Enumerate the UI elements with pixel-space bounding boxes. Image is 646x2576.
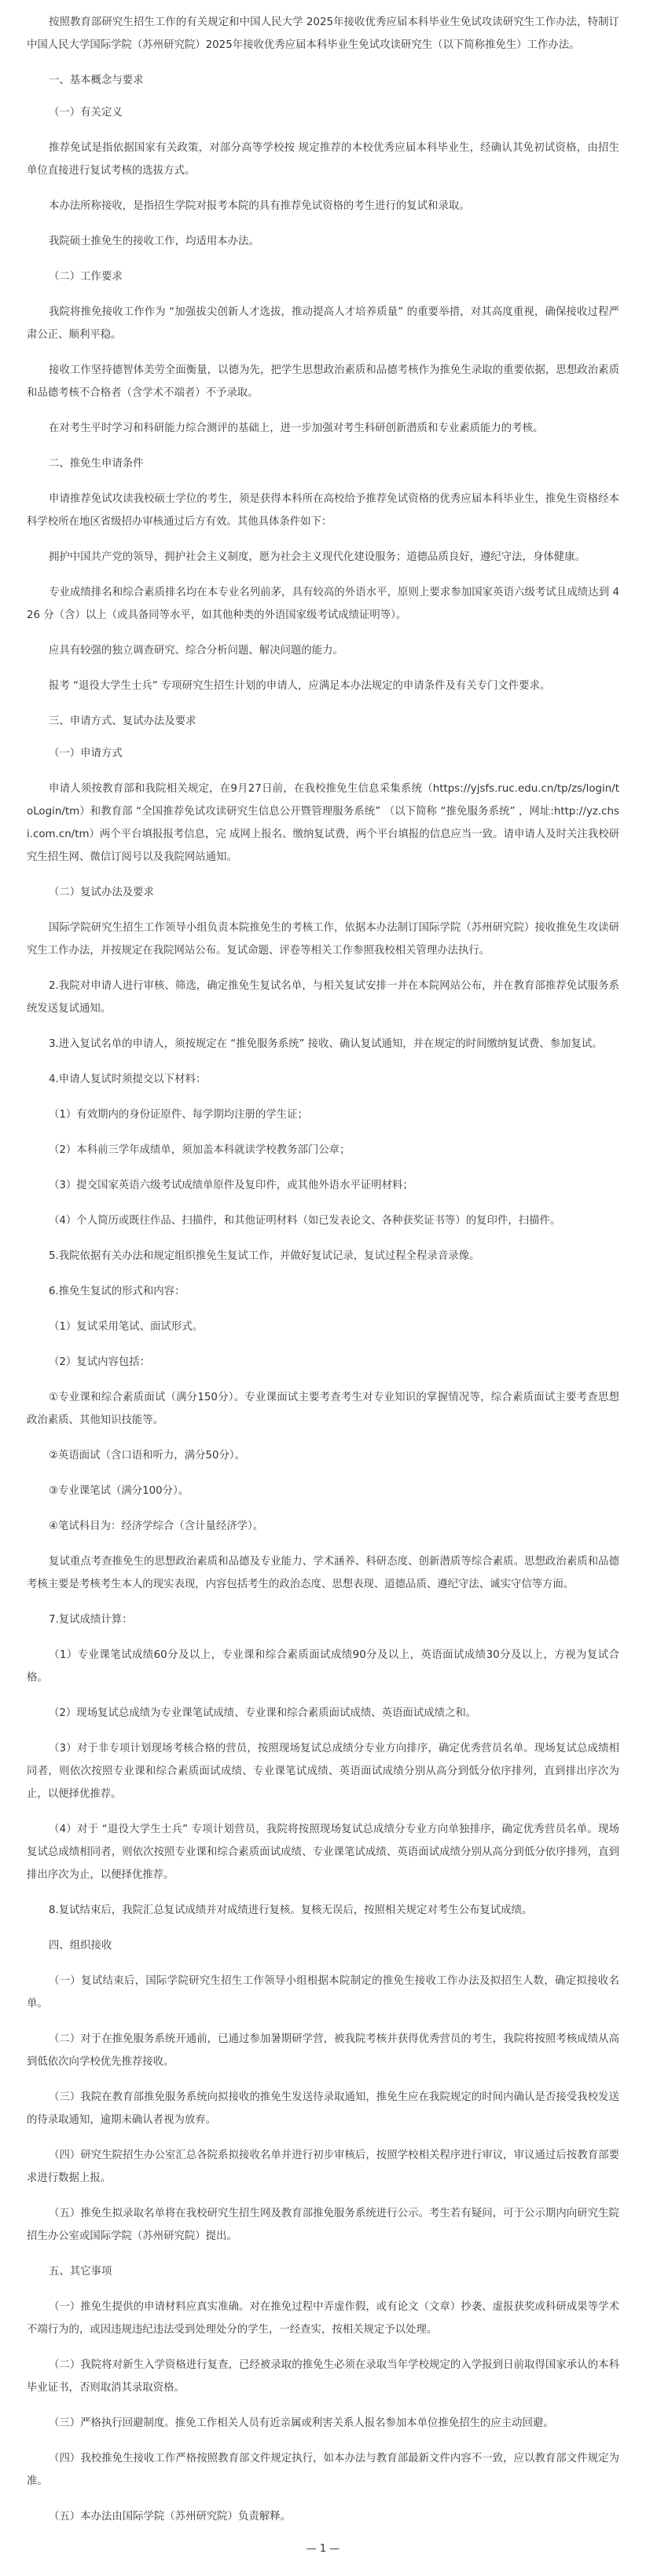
paragraph: 8.复试结束后，我院汇总复试成绩并对成绩进行复核。复核无误后，按照相关规定对考生公布复试成绩。 bbox=[49, 1905, 533, 1916]
paragraph: （4）对于 “退役大学生士兵” 专项计划营员，我院将按照现场复试总成绩分专业方向单独排序，确定优秀营员名单。现场复试总成绩相同者，则依次按照专业课和综合素质面试成绩、专业课笔试成绩、英语面试成绩分别从高分到低分依序排列，直到排出序次为止，以便择优推荐。 bbox=[27, 1824, 619, 1881]
section-heading: 三、申请方式、复试办法及要求 bbox=[49, 715, 196, 727]
paragraph: 在对考生平时学习和科研能力综合测评的基础上，进一步加强对考生科研创新潜质和专业素质能力的考核。 bbox=[49, 423, 544, 434]
paragraph: 4.申请人复试时须提交以下材料： bbox=[49, 1074, 207, 1085]
paragraph: （五）本办法由国际学院（苏州研究院）负责解释。 bbox=[49, 2511, 291, 2523]
paragraph: 拥护中国共产党的领导，拥护社会主义制度，愿为社会主义现代化建设服务；道德品质良好，遵纪守法，身体健康。 bbox=[49, 551, 585, 563]
paragraph: （一）复试结束后，国际学院研究生招生工作领导小组根据本院制定的推免生接收工作办法及拟招生人数，确定拟接收名单。 bbox=[27, 1975, 619, 2010]
paragraph: 复试重点考查推免生的思想政治素质和品德及专业能力、学术涵养、科研态度、创新潜质等综合素质。思想政治素质和品德考核主要是考核考生本人的现实表现，内容包括考生的政治态度、思想表现、道德品质、遵纪守法、诚实守信等方面。 bbox=[27, 1556, 619, 1590]
paragraph: ③专业课笔试（满分100分）。 bbox=[49, 1485, 189, 1497]
paragraph: 应具有较强的独立调查研究、综合分析问题、解决问题的能力。 bbox=[49, 645, 343, 657]
paragraph: 本办法所称接收，是指招生学院对报考本院的具有推荐免试资格的考生进行的复试和录取。 bbox=[49, 200, 470, 212]
section-heading: （二）工作要求 bbox=[49, 271, 123, 283]
paragraph: 6.推免生复试的形式和内容： bbox=[49, 1286, 185, 1297]
paragraph: 推荐免试是指依据国家有关政策，对部分高等学校按 规定推荐的本校优秀应届本科毕业生，经确认其免初试资格，由招生单位直接进行复试考核的选拔方式。 bbox=[27, 142, 619, 177]
subsection-heading: （一）有关定义 bbox=[49, 107, 123, 119]
paragraph: 按照教育部研究生招生工作的有关规定和中国人民大学 2025年接收优秀应届本科毕业生免试攻读研究生工作办法，特制订中国人民大学国际学院（苏州研究院）2025年接收优秀应届本科毕业生免试攻读研究生（以下简称推免生）工作办法。 bbox=[27, 16, 619, 51]
paragraph: （一）推免生提供的申请材料应真实准确。对在推免过程中弄虚作假，或有论文（文章）抄袭、虚报获奖或科研成果等学术不端行为的，或因违规违纪违法受到处理处分的学生，一经查实，按相关规定予以处理。 bbox=[27, 2301, 619, 2336]
paragraph: （1）复试采用笔试、面试形式。 bbox=[49, 1321, 203, 1333]
paragraph: 国际学院研究生招生工作领导小组负责本院推免生的考核工作，依据本办法制订国际学院（苏州研究院）接收推免生攻读研究生工作办法，并按规定在我院网站公布。复试命题、评卷等相关工作参照我校相关管理办法执行。 bbox=[27, 922, 619, 957]
paragraph: （3）提交国家英语六级考试成绩单原件及复印件，或其他外语水平证明材料； bbox=[49, 1180, 413, 1191]
paragraph: （1）有效期内的身份证原件、每学期均注册的学生证； bbox=[49, 1109, 308, 1121]
paragraph: （三）我院在教育部推免服务系统向拟接收的推免生发送待录取通知，推免生应在我院规定的时间内确认是否接受我校发送的待录取通知，逾期未确认者视为放弃。 bbox=[27, 2091, 619, 2126]
paragraph: 接收工作坚持德智体美劳全面衡量，以德为先，把学生思想政治素质和品德考核作为推免生录取的重要依据，思想政治素质和品德考核不合格者（含学术不端者）不予录取。 bbox=[27, 364, 619, 399]
paragraph: （三）严格执行回避制度。推免工作相关人员有近亲属或利害关系人报名参加本单位推免招生的应主动回避。 bbox=[49, 2417, 554, 2429]
paragraph: 我院将推免接收工作作为 “加强拔尖创新人才选拔，推动提高人才培养质量” 的重要举措，对其高度重视，确保接收过程严肃公正、顺利平稳。 bbox=[27, 306, 619, 341]
paragraph: （3）对于非专项计划现场考核合格的营员，按照现场复试总成绩分专业方向排序，确定优秀营员名单。现场复试总成绩相同者，则依次按照专业课和综合素质面试成绩、专业课笔试成绩、英语面试成绩分别从高分到低分依序排列，直到排出序次为止，以便择优推荐。 bbox=[27, 1743, 619, 1800]
paragraph: （二）我院将对新生入学资格进行复查，已经被录取的推免生必须在录取当年学校规定的入学报到日前取得国家承认的本科毕业证书，否则取消其录取资格。 bbox=[27, 2359, 619, 2394]
paragraph: 3.进入复试名单的申请人，须按规定在 “推免服务系统” 接收、确认复试通知，并在规定的时间缴纳复试费、参加复试。 bbox=[49, 1038, 603, 1050]
paragraph: （2）现场复试总成绩为专业课笔试成绩、专业课和综合素质面试成绩、英语面试成绩之和。 bbox=[49, 1707, 477, 1719]
paragraph: （五）推免生拟录取名单将在我校研究生招生网及教育部推免服务系统进行公示。考生若有疑问，可于公示期内向研究生院招生办公室或国际学院（苏州研究院）提出。 bbox=[27, 2208, 619, 2242]
section-heading: 一、基本概念与要求 bbox=[49, 75, 144, 86]
paragraph: 2.我院对申请人进行审核、筛选，确定推免生复试名单，与相关复试安排一并在本院网站公布，并在教育部推荐免试服务系统发送复试通知。 bbox=[27, 980, 619, 1015]
paragraph: （四）研究生院招生办公室汇总各院系拟接收名单并进行初步审核后，按照学校相关程序进行审议，审议通过后按教育部要求进行数据上报。 bbox=[27, 2150, 619, 2184]
paragraph: ④笔试科目为：经济学综合（含计量经济学）。 bbox=[49, 1520, 264, 1532]
paragraph: （2）复试内容包括： bbox=[49, 1356, 151, 1368]
paragraph: （2）本科前三学年成绩单，须加盖本科就读学校教务部门公章； bbox=[49, 1144, 351, 1156]
paragraph: （1）专业课笔试成绩60分及以上，专业课和综合素质面试成绩90分及以上，英语面试成绩30分及以上，方视为复试合格。 bbox=[27, 1649, 619, 1684]
paragraph: 专业成绩排名和综合素质排名均在本专业名列前茅，具有较高的外语水平，原则上要求参加国家英语六级考试且成绩达到 426 分（含）以上（或具备同等水平，如其他种类的外语国家级考试成绩证明等）。 bbox=[27, 587, 619, 621]
paragraph: （二）对于在推免服务系统开通前，已通过参加暑期研学营，被我院考核并获得优秀营员的考生，我院将按照考核成绩从高到低依次向学校优先推荐接收。 bbox=[27, 2033, 619, 2068]
section-heading: 五、其它事项 bbox=[49, 2266, 112, 2278]
paragraph: 5.我院依据有关办法和规定组织推免生复试工作，并做好复试记录，复试过程全程录音录像。 bbox=[49, 1250, 480, 1262]
page-number: — 1 — bbox=[306, 2543, 340, 2555]
paragraph: ①专业课和综合素质面试（满分150分）。专业课面试主要考查考生对专业知识的掌握情况等，综合素质面试主要考查思想政治素质、其他知识技能等。 bbox=[27, 1392, 619, 1426]
paragraph: 申请人须按教育部和我院相关规定，在9月27日前，在我校推免生信息采集系统（https://yjsfs.ruc.edu.cn/tp/zs/login/toLogin/tm）和教育部 “全国推荐免试攻读研究生信息公开暨管理服务系统” （以下简称 “推免服务系统” ，网址:http://yz.chsi.com.cn/tm）两个平台填报报考信息，完 成网上报名、缴纳复试费，两个平台填报的信息应当一致。请申请人及时关注我校研究生招生网、微信订阅号以及我院网站通知。 bbox=[27, 783, 619, 863]
paragraph: 报考 “退役大学生士兵” 专项研究生招生计划的申请人，应满足本办法规定的申请条件及有关专门文件要求。 bbox=[49, 680, 551, 692]
section-heading: 二、推免生申请条件 bbox=[49, 458, 144, 470]
paragraph: 我院硕士推免生的接收工作，均适用本办法。 bbox=[49, 236, 259, 247]
section-heading: （二）复试办法及要求 bbox=[49, 887, 154, 898]
paragraph: ②英语面试（含口语和听力，满分50分）。 bbox=[49, 1450, 245, 1462]
paragraph: 7.复试成绩计算： bbox=[49, 1614, 133, 1626]
paragraph: （4）个人简历或既往作品、扫描件，和其他证明材料（如已发表论文、各种获奖证书等）的复印件，扫描件。 bbox=[49, 1215, 561, 1227]
paragraph: （四）我校推免生接收工作严格按照教育部文件规定执行，如本办法与教育部最新文件内容不一致，应以教育部文件规定为准。 bbox=[27, 2453, 619, 2487]
paragraph: 申请推荐免试攻读我校硕士学位的考生，须是获得本科所在高校给予推荐免试资格的优秀应届本科毕业生，推免生资格经本科学校所在地区省级招办审核通过后方有效。其他具体条件如下： bbox=[27, 493, 619, 528]
subsection-heading: （一）申请方式 bbox=[49, 748, 123, 759]
section-heading: 四、组织接收 bbox=[49, 1940, 112, 1952]
